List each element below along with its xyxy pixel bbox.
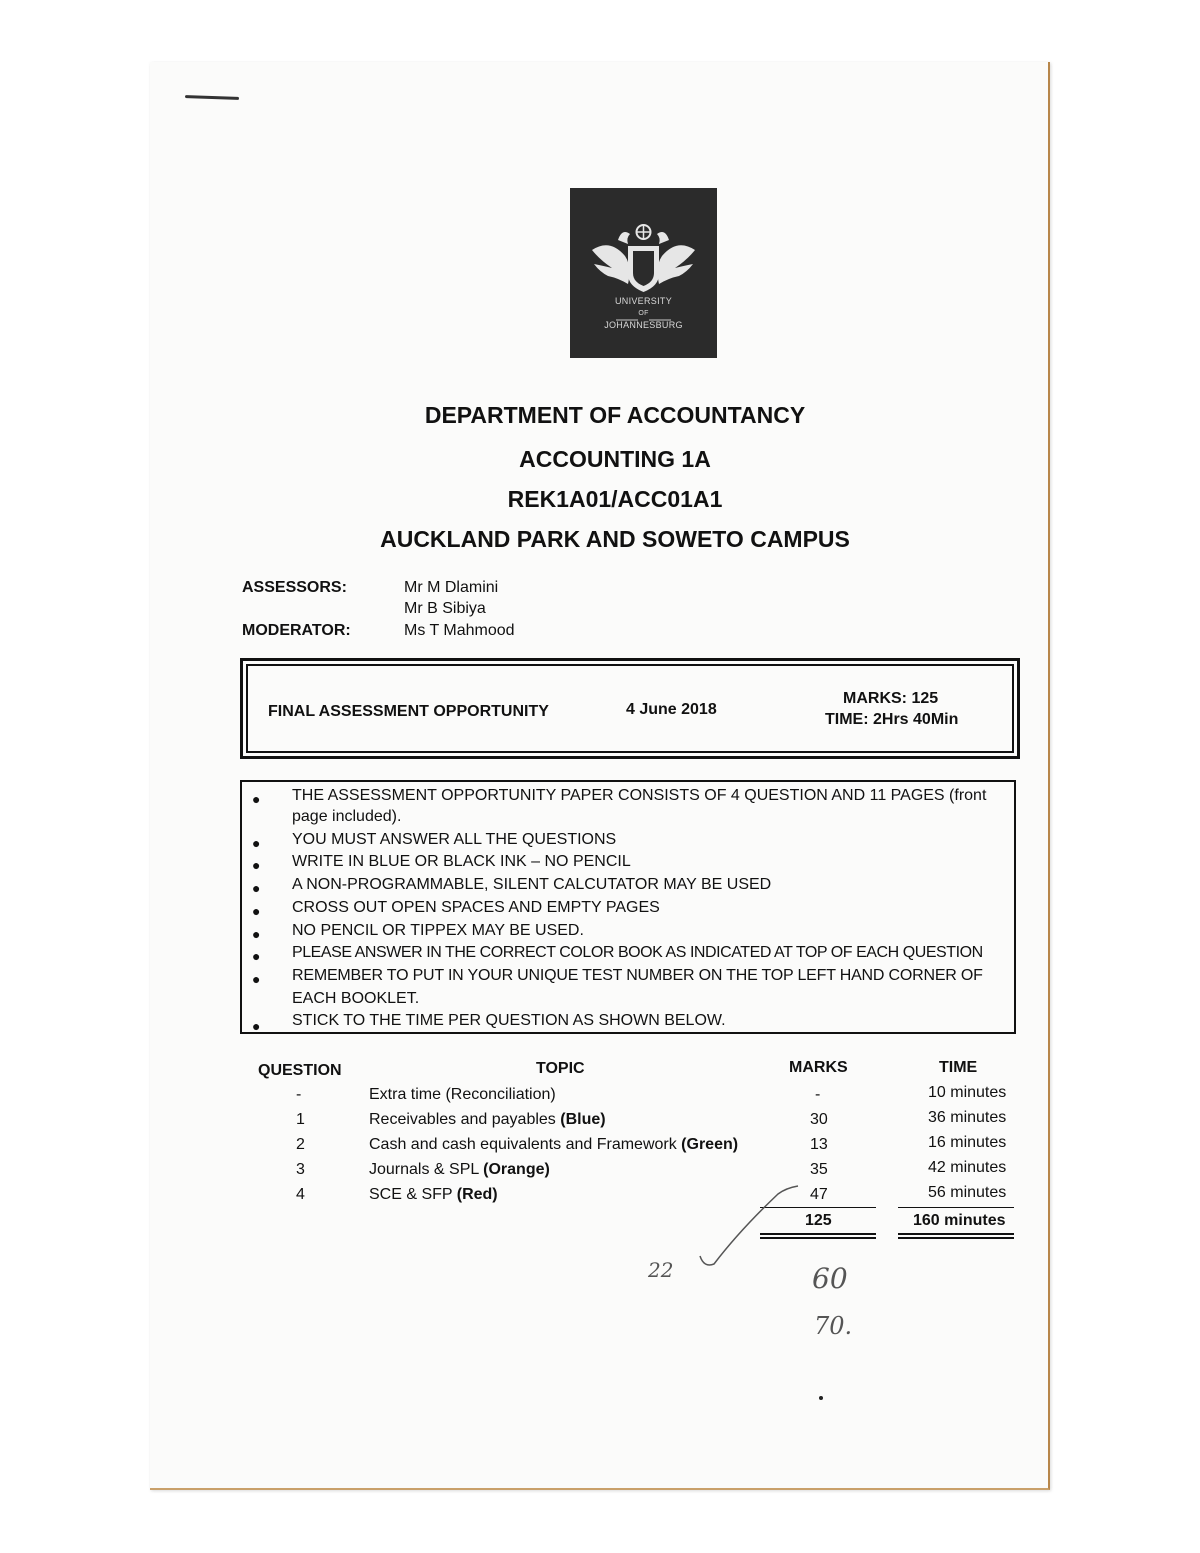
bullet: ● [252,971,261,987]
question-number: - [296,1086,302,1103]
logo-text-line1: UNIVERSITY [614,296,672,306]
book-color: (Green) [681,1136,739,1153]
bullet: ● [252,835,261,851]
marks-value: 13 [810,1136,828,1153]
book-color: (Orange) [483,1161,550,1178]
university-logo [570,188,717,358]
time-value: 56 minutes [928,1184,1007,1201]
assessment-date: 4 June 2018 [626,701,717,718]
bullet: ● [252,857,261,873]
bullet: ● [252,948,261,964]
question-number: 2 [296,1136,305,1153]
topic-name: Extra time (Reconciliation) [369,1086,556,1103]
department-heading: DEPARTMENT OF ACCOUNTANCY [424,402,806,428]
topic-name: Receivables and payables (Blue) [369,1111,606,1128]
marks-value: - [815,1086,821,1103]
moderator-label: MODERATOR: [242,622,351,639]
time-value: 36 minutes [928,1109,1007,1126]
time-value: 42 minutes [928,1159,1007,1176]
bullet: ● [252,903,261,919]
handwritten-tick-mark [680,1180,820,1280]
book-color: (Blue) [560,1111,606,1128]
instruction-1-cont: page included). [292,808,402,825]
instruction-3: WRITE IN BLUE OR BLACK INK – NO PENCIL [292,853,631,870]
crest-icon [570,188,717,358]
handwritten-note-3: 70. [814,1312,853,1340]
assessors-label: ASSESSORS: [242,579,347,596]
topic-name: SCE & SFP (Red) [369,1186,498,1203]
course-code: REK1A01/ACC01A1 [507,486,723,512]
assessment-title: FINAL ASSESSMENT OPPORTUNITY [268,703,549,720]
marks-value: 47 [810,1186,828,1203]
total-time: 160 minutes [913,1212,1006,1229]
instruction-9: STICK TO THE TIME PER QUESTION AS SHOWN BELOW. [292,1012,726,1029]
question-number: 1 [296,1111,305,1128]
instruction-7: PLEASE ANSWER IN THE CORRECT COLOR BOOK AS INDICATED AT TOP OF EACH QUESTION [292,944,983,961]
instruction-8-cont: EACH BOOKLET. [292,990,420,1007]
subtotal-line-time [898,1207,1014,1208]
total-marks: 125 [805,1212,832,1229]
column-header-marks: MARKS [789,1059,848,1076]
topic-name: Journals & SPL (Orange) [369,1161,550,1178]
time-value: 10 minutes [928,1084,1007,1101]
question-number: 3 [296,1161,305,1178]
marks-value: 35 [810,1161,828,1178]
assessment-marks: MARKS: 125 [843,690,939,707]
bullet: ● [252,926,261,942]
handwritten-note-2: 60 [812,1262,848,1295]
assessment-time: TIME: 2Hrs 40Min [825,711,959,728]
assessor-2: Mr B Sibiya [404,600,486,617]
column-header-topic: TOPIC [536,1060,585,1077]
question-number: 4 [296,1186,305,1203]
column-header-time: TIME [939,1059,978,1076]
course-heading: ACCOUNTING 1A [519,446,711,472]
time-value: 16 minutes [928,1134,1007,1151]
instruction-2: YOU MUST ANSWER ALL THE QUESTIONS [292,831,617,848]
instruction-4: A NON-PROGRAMMABLE, SILENT CALCUTATOR MAY BE USED [292,876,772,893]
ink-dot [819,1396,823,1400]
bullet: ● [252,880,261,896]
marks-value: 30 [810,1111,828,1128]
moderator-name: Ms T Mahmood [404,622,515,639]
assessor-1: Mr M Dlamini [404,579,499,596]
logo-text-line2: OF [638,310,649,317]
handwritten-note-1: 22 [648,1258,674,1282]
column-header-question: QUESTION [258,1062,342,1079]
logo-text-line3: JOHANNESBURG [604,320,683,330]
bullet: ● [252,791,261,807]
instruction-5: CROSS OUT OPEN SPACES AND EMPTY PAGES [292,899,660,916]
total-underline-time [898,1233,1014,1235]
instruction-6: NO PENCIL OR TIPPEX MAY BE USED. [292,922,584,939]
bullet: ● [252,1018,261,1034]
instruction-1: THE ASSESSMENT OPPORTUNITY PAPER CONSISTS OF 4 QUESTION AND 11 PAGES (front [292,787,987,804]
instruction-8: REMEMBER TO PUT IN YOUR UNIQUE TEST NUMBER ON THE TOP LEFT HAND CORNER OF [292,967,983,984]
book-color: (Red) [456,1186,498,1203]
campus-heading: AUCKLAND PARK AND SOWETO CAMPUS [380,526,850,552]
total-double-underline-time [898,1237,1014,1239]
topic-name: Cash and cash equivalents and Framework (Green) [369,1136,739,1153]
